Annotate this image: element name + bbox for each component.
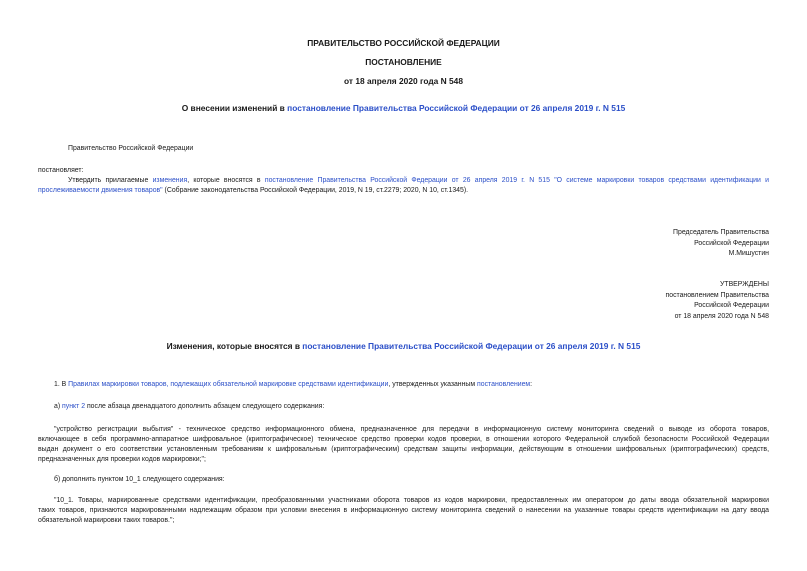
subitem-a-prefix: а) — [54, 403, 63, 410]
approved-block — [666, 280, 770, 322]
document-type: ПОСТАНОВЛЕНИЕ — [365, 57, 442, 67]
signature-line3: М.Мишустин — [728, 250, 769, 257]
subitem-a — [54, 402, 324, 412]
document-title — [0, 103, 807, 113]
quote-a-line4: предназначенных для проверки кодов маркировки;"; — [38, 456, 206, 463]
approve-paragraph-line2 — [38, 186, 468, 196]
approve-link-resolution[interactable]: постановление Правительства Российской Федерации от 26 апреля 2019 г. N 515 "О системе маркировки товаров средствами идентификации и — [264, 177, 769, 184]
quote-b-line2: таких товаров, признаются маркированными надлежащим образом при условии внесения в информационную систему мониторинга сведений о нанесении на указанные товары средств идентификации на дату ввода — [38, 507, 769, 514]
approve-mid: , которые вносятся в — [187, 177, 265, 184]
government-heading: ПРАВИТЕЛЬСТВО РОССИЙСКОЙ ФЕДЕРАЦИИ — [307, 38, 500, 48]
approved-line3: Российской Федерации — [694, 302, 769, 309]
approve-paragraph-line1 — [38, 176, 769, 186]
preamble-resolves: постановляет: — [38, 167, 84, 174]
approve-link-changes[interactable]: изменения — [152, 177, 188, 184]
quote-b-line1: "10_1. Товары, маркированные средствами идентификации, преобразованными участниками оборота товаров из кодов маркировки, предоставленных им оператором до даты ввода обязательной маркировки — [54, 497, 769, 504]
item1-paragraph — [54, 380, 532, 390]
signature-line2: Российской Федерации — [694, 239, 769, 247]
approved-line4: от 18 апреля 2020 года N 548 — [674, 312, 769, 320]
approved-line2: постановлением Правительства — [665, 291, 769, 299]
item1-mid: , утвержденных указанным — [388, 381, 478, 388]
quote-b-line3: обязательной маркировки таких товаров."; — [38, 517, 175, 524]
approve-prefix: Утвердить прилагаемые — [68, 177, 153, 184]
item1-link-rules[interactable]: Правилах маркировки товаров, подлежащих обязательной маркировке средствами идентификации — [68, 381, 389, 388]
item1-prefix: 1. В — [54, 381, 69, 388]
subitem-a-suffix: после абзаца двенадцатого дополнить абзацем следующего содержания: — [85, 403, 325, 410]
document-date-number: от 18 апреля 2020 года N 548 — [344, 76, 463, 86]
document-title-link[interactable]: постановление Правительства Российской Федерации от 26 апреля 2019 г. N 515 — [287, 103, 626, 113]
preamble-government: Правительство Российской Федерации — [68, 145, 194, 152]
changes-title-link[interactable]: постановление Правительства Российской Федерации от 26 апреля 2019 г. N 515 — [302, 341, 641, 351]
changes-title-prefix: Изменения, которые вносятся в — [166, 341, 303, 351]
quote-a-line3: выдан документ о его соответствии установленным требованиям к шифровальным (криптографическим) средствам защиты информации, действующим в отношении шифровальных (криптографических) средств, — [38, 446, 769, 453]
approve-suffix: (Собрание законодательства Российской Федерации, 2019, N 19, ст.2279; 2020, N 10, ст.1345). — [162, 187, 469, 194]
item1-suffix: : — [530, 381, 533, 388]
document-title-prefix: О внесении изменений в — [181, 103, 288, 113]
item1-link-resolution[interactable]: постановлением — [477, 381, 531, 388]
signature-line1: Председатель Правительства — [673, 229, 769, 236]
signature-block — [673, 228, 769, 260]
subitem-b: б) дополнить пунктом 10_1 следующего содержания: — [54, 476, 225, 483]
approved-line1: УТВЕРЖДЕНЫ — [720, 281, 769, 288]
approve-link-resolution-cont[interactable]: прослеживаемости движения товаров" — [38, 187, 163, 194]
quote-a-line2: включающее в себя программно-аппаратное шифровальное (криптографическое) техническое средство проверки кодов проверки, в отношении которого Федеральной службой безопасности Российской Федерации — [38, 436, 769, 443]
changes-title — [0, 341, 807, 351]
subitem-a-link[interactable]: пункт 2 — [62, 403, 86, 410]
quote-a-line1: "устройство регистрации выбытия" - техническое средство информационного обмена, предназначенное для передачи в информационную систему мониторинга сведений о выводе из оборота товаров, — [54, 426, 769, 433]
